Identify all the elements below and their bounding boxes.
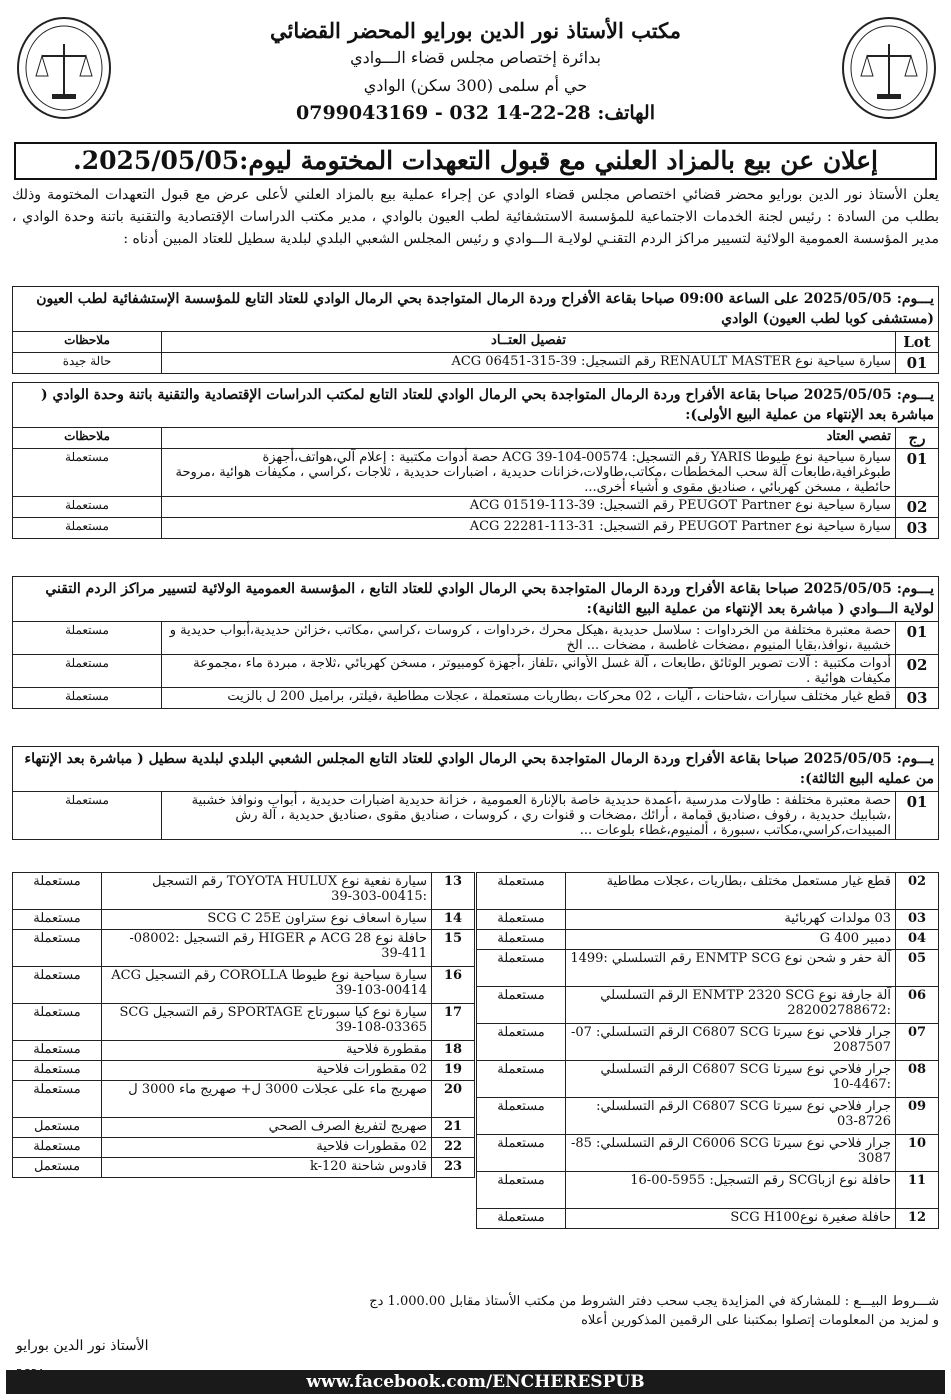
lot-number: 12 (896, 1209, 939, 1229)
phone: الهاتف: 28-22-14 032 - 0799043169 (296, 102, 655, 124)
header (6, 6, 945, 146)
intro-text: يعلن الأستاذ نور الدين بورايو محضر قضائي اختصاص مجلس قضاء الوادي عن إجراء عملية بيع بالمزاد العلني لأعلى عرض مع قبول التعهدات المختومة وذلك بطلب من السادة : رئيس لجنة الخدمات الاجتماعية للمؤسسة الاستشفائية لطب العيون بالوادي ، مدير مكتب الدراسات الإقتصادية والتقنية باتنة وحدة الوادي ، مدير المؤسسة العمومية الولائية لتسيير مراكز الردم التقنـي لولايـة الـــوادي و رئيس المجلس الشعبي البلدي لبلدية سطيل للعتاد المبين أدناه : (12, 187, 939, 247)
lot-detail: سيارة اسعاف نوع ستراون SCG C 25E (102, 910, 432, 930)
lot-detail: حصة معتبرة مختلفة : طاولات مدرسية ،أعمدة حديدية خاصة بالإنارة العمومية ، خزانة حديدية اضبارات حديدية ، أبواب ونوافذ خشبية ،شبابيك حديدية ، رفوف ،صناديق قمامة ، أرائك ،مضخات و قنوات ري ، كروسات ، صناديق مقوى ،صناديق حديدية ، آلة رش المبيدات،كراسي،مكاتب ،سبورة ، ألمنيوم،غطاء بلوعات ... (162, 792, 896, 840)
lot-remark: مستعملة (477, 1024, 566, 1061)
lot-number: 04 (896, 930, 939, 950)
col-lot: Lot (896, 332, 939, 353)
justice-seal-icon (839, 16, 939, 121)
lot-remark: مستعملة (13, 1081, 102, 1118)
facebook-link[interactable]: www.facebook.com/ENCHERESPUB (6, 1370, 945, 1394)
lot-detail: جرار فلاحي نوع سيرتا C6807 SCG الرقم التسلسلي: 8726-03 (566, 1098, 896, 1135)
session-1-table (12, 331, 939, 374)
lot-detail: حافلة نوع 28 ACG م HIGER رقم التسجيل :08002-411-39 (102, 930, 432, 967)
table-row (13, 449, 939, 497)
lot-detail: 03 مولدات كهربائية (566, 910, 896, 930)
table-row (13, 655, 939, 688)
table-row (477, 987, 939, 1024)
lot-detail: سيارة سياحية نوع PEUGOT Partner رقم التسجيل: ACG 22281-113-31 (162, 518, 896, 539)
lot-number: 23 (432, 1158, 475, 1178)
lots-02-12 (476, 872, 939, 1229)
session-3-heading: يـــوم: 2025/05/05 صباحا بقاعة الأفراح وردة الرمال المتواجدة بحي الرمال الوادي للعتاد التابع ، المؤسسة العمومية الولائية لتسيير مراكز الردم التقني لولاية الـــوادي ( مباشرة بعد الإنتهاء من عملية البيع الثانية): (12, 576, 939, 621)
lot-remark: مستعملة (13, 622, 162, 655)
table-row (13, 1004, 475, 1041)
table-row (477, 950, 939, 987)
table-row (13, 1138, 475, 1158)
lot-detail: سيارة سياحية نوع طيوطا COROLLA رقم التسجيل ACG 39-103-00414 (102, 967, 432, 1004)
lot-number: 19 (432, 1061, 475, 1081)
table-row (477, 1061, 939, 1098)
lot-remark: مستعملة (13, 1138, 102, 1158)
session-1-heading: يـــوم: 2025/05/05 على الساعة 09:00 صباحا بقاعة الأفراح وردة الرمال المتواجدة بحي الرمال الوادي للعتاد التابع للمؤسسة الإستشفائية لطب العيون (مستشفى كوبا لطب العيون) الوادي (12, 286, 939, 331)
lot-remark: مستعملة (13, 930, 102, 967)
table-row (13, 497, 939, 518)
lot-detail: حصة معتبرة مختلفة من الخرداوات : سلاسل حديدية ،هيكل محرك ،خرداوات ، كروسات ،كراسي ،مكاتب ،خزائن حديدية،أبواب حديدية و خشبية ،نوافذ،بقايا المنيوم ،مضخات غاطسة ، مضخات ... الخ (162, 622, 896, 655)
lot-detail: سيارة سياحية نوع طيوطا YARIS رقم التسجيل: ACG 39-104-00574 حصة أدوات مكتبية : إعلام آلي،هواتف،أجهزة طبوغرافية،طابعات آلة سحب المخططات ،مكاتب،طاولات،خزانات حديدية ، اضبارات حديدية ، ثلاجات ،كراسي ، مكيفات هوائية ،مروحة حائطية ، مسخن كهربائي ، صناديق مقوى و أشياء أخرى... (162, 449, 896, 497)
lot-number: 03 (896, 518, 939, 539)
table-row (13, 1158, 475, 1178)
table-row (13, 930, 475, 967)
col-detail: تفصي العتاد (162, 428, 896, 449)
session-2-heading: يـــوم: 2025/05/05 صباحا بقاعة الأفراح وردة الرمال المتواجدة بحي الرمال الوادي للعتاد التابع لمكتب الدراسات الإقتصادية والتقنية باتنة وحدة الوادي ( مباشرة بعد الإنتهاء من عملية البيع الأولى): (12, 382, 939, 427)
lot-number: 01 (896, 353, 939, 374)
lot-remark: مستعملة (13, 497, 162, 518)
lot-detail: حافلة نوع ازباSCG رقم التسجيل: 5955-00-16 (566, 1172, 896, 1209)
table-row (477, 1209, 939, 1229)
lot-remark: مستعملة (13, 449, 162, 497)
session-4 (12, 746, 939, 840)
lot-remark: حالة جيدة (13, 353, 162, 374)
lot-detail: قطع غيار مستعمل مختلف ،بطاريات ،عجلات مطاطية (566, 873, 896, 910)
session-1 (12, 286, 939, 374)
lot-detail: آلة جارفة نوع ENMTP 2320 SCG الرقم التسلسلي :282002788672 (566, 987, 896, 1024)
lot-number: 07 (896, 1024, 939, 1061)
lot-number: 03 (896, 688, 939, 709)
table-row (477, 910, 939, 930)
lot-detail: آلة حفر و شحن نوع ENMTP SCG رقم التسلسلي :1499 (566, 950, 896, 987)
table-row (477, 1098, 939, 1135)
lot-number: 02 (896, 873, 939, 910)
lot-detail: دمبير 400 G (566, 930, 896, 950)
lot-remark: مستعملة (477, 873, 566, 910)
lot-remark: مستعملة (477, 1135, 566, 1172)
session-3 (12, 576, 939, 709)
session-4-grid (12, 872, 939, 1278)
lot-number: 02 (896, 655, 939, 688)
table-row (13, 353, 939, 374)
table-row (477, 873, 939, 910)
lot-number: 21 (432, 1118, 475, 1138)
session-4-table (12, 791, 939, 840)
lot-remark: مستعملة (477, 987, 566, 1024)
lot-detail: جرار فلاحي نوع سيرتا C6006 SCG الرقم التسلسلي: 85-3087 (566, 1135, 896, 1172)
lot-remark: مستعملة (13, 967, 102, 1004)
justice-seal-icon (14, 16, 114, 121)
lot-detail: 02 مقطورات فلاحية (102, 1061, 432, 1081)
jurisdiction: بدائرة إختصاص مجلس قضاء الـــوادي (350, 48, 601, 67)
signature: الأستاذ نور الدين بورايو (16, 1338, 149, 1354)
lot-detail: قطع غيار مختلف سيارات ،شاحنات ، آليات ، 02 محركات ،بطاريات مستعملة ، عجلات مطاطية ،فيلتر، براميل 200 ل بالزيت (162, 688, 896, 709)
lot-number: 14 (432, 910, 475, 930)
session-3-table (12, 621, 939, 709)
lot-detail: سيارة سياحية نوع RENAULT MASTER رقم التسجيل: ACG 06451-315-39 (162, 353, 896, 374)
lot-remark: مستعملة (13, 655, 162, 688)
lot-remark: مستعملة (13, 792, 162, 840)
conditions-line-2: و لمزيد من المعلومات إتصلوا بمكتبنا على الرقمين المذكورين أعلاه (581, 1313, 939, 1328)
address: حي أم سلمى (300 سكن) الوادي (363, 76, 588, 95)
session-2 (12, 382, 939, 539)
table-row (477, 930, 939, 950)
lot-remark: مستعمل (13, 1118, 102, 1138)
lot-remark: مستعمل (13, 1158, 102, 1178)
lot-detail: حافلة صغيرة نوعSCG H100 (566, 1209, 896, 1229)
table-row (13, 792, 939, 840)
lot-detail: أدوات مكتبية : آلات تصوير الوثائق ،طابعات ، آلة غسل الأواني ،تلفاز ،أجهزة كومبيوتر ، مسخن كهربائي ،ثلاجة ، مبردة ماء ،مجموعة مكيفات هوائية . (162, 655, 896, 688)
lot-remark: مستعملة (477, 1098, 566, 1135)
lot-remark: مستعملة (13, 1004, 102, 1041)
lot-number: 01 (896, 449, 939, 497)
table-row (13, 518, 939, 539)
lot-number: 16 (432, 967, 475, 1004)
table-row (13, 1081, 475, 1118)
lot-remark: مستعملة (13, 688, 162, 709)
session-2-table (12, 427, 939, 539)
lot-detail: قادوس شاحنة k-120 (102, 1158, 432, 1178)
lot-number: 01 (896, 622, 939, 655)
col-lot: رج (896, 428, 939, 449)
table-row (477, 1024, 939, 1061)
col-detail: تفصيل العتــاد (162, 332, 896, 353)
lot-number: 11 (896, 1172, 939, 1209)
lot-detail: سيارة سياحية نوع PEUGOT Partner رقم التسجيل: ACG 01519-113-39 (162, 497, 896, 518)
lot-number: 18 (432, 1041, 475, 1061)
table-row (13, 873, 475, 910)
table-row (477, 1135, 939, 1172)
lot-number: 22 (432, 1138, 475, 1158)
lot-detail: صهريج لتفريغ الصرف الصحي (102, 1118, 432, 1138)
sale-conditions (12, 1292, 939, 1330)
lot-number: 01 (896, 792, 939, 840)
lot-number: 06 (896, 987, 939, 1024)
lot-number: 05 (896, 950, 939, 987)
lot-remark: مستعملة (477, 1209, 566, 1229)
lot-number: 03 (896, 910, 939, 930)
lot-remark: مستعملة (13, 1041, 102, 1061)
lot-detail: سيارة نوع كيا سبورتاج SPORTAGE رقم التسجيل SCG 39-108-03365 (102, 1004, 432, 1041)
lot-number: 02 (896, 497, 939, 518)
lot-detail: مقطورة فلاحية (102, 1041, 432, 1061)
lots-13-23 (12, 872, 475, 1178)
lot-number: 17 (432, 1004, 475, 1041)
session-4-heading: يـــوم: 2025/05/05 صباحا بقاعة الأفراح وردة الرمال المتواجدة بحي الرمال الوادي للعتاد التابع المجلس الشعبي البلدي لبلدية سطيل ( مباشرة بعد الإنتهاء من عمليه البيع الثالثة): (12, 746, 939, 791)
lot-detail: جرار فلاحي نوع سيرتا C6807 SCG الرقم التسلسلي: 07-2087507 (566, 1024, 896, 1061)
table-row (13, 1118, 475, 1138)
lot-remark: مستعملة (13, 518, 162, 539)
table-row (13, 1061, 475, 1081)
lot-remark: مستعملة (13, 873, 102, 910)
lot-remark: مستعملة (13, 910, 102, 930)
lot-remark: مستعملة (477, 950, 566, 987)
table-row (477, 1172, 939, 1209)
table-row (13, 967, 475, 1004)
lot-number: 08 (896, 1061, 939, 1098)
table-row (13, 910, 475, 930)
lot-detail: 02 مقطورات فلاحية (102, 1138, 432, 1158)
conditions-line-1: شـــروط البيـــع : للمشاركة في المزايدة يجب سحب دفتر الشروط من مكتب الأستاذ مقابل 1.000.00 دج (369, 1294, 939, 1309)
lot-number: 10 (896, 1135, 939, 1172)
table-row (13, 688, 939, 709)
lot-number: 09 (896, 1098, 939, 1135)
lot-remark: مستعملة (477, 910, 566, 930)
lot-number: 15 (432, 930, 475, 967)
lot-number: 20 (432, 1081, 475, 1118)
lot-detail: جرار فلاحي نوع سيرتا C6807 SCG الرقم التسلسلي :4467-10 (566, 1061, 896, 1098)
col-remarks: ملاحظات (13, 428, 162, 449)
lot-detail: سيارة نفعية نوع TOYOTA HULUX رقم التسجيل :00415-303-39 (102, 873, 432, 910)
announcement-title: إعلان عن بيع بالمزاد العلني مع قبول التعهدات المختومة ليوم:2025/05/05. (14, 142, 937, 180)
col-remarks: ملاحظات (13, 332, 162, 353)
page (6, 6, 945, 1394)
lot-remark: مستعملة (477, 930, 566, 950)
lot-remark: مستعملة (477, 1061, 566, 1098)
office-name: مكتب الأستاذ نور الدين بورايو المحضر القضائي (270, 18, 681, 43)
lot-remark: مستعملة (477, 1172, 566, 1209)
table-row (13, 622, 939, 655)
lot-remark: مستعملة (13, 1061, 102, 1081)
lot-number: 13 (432, 873, 475, 910)
table-row (13, 1041, 475, 1061)
lot-detail: صهريج ماء على عجلات 3000 ل+ صهريج ماء 3000 ل (102, 1081, 432, 1118)
